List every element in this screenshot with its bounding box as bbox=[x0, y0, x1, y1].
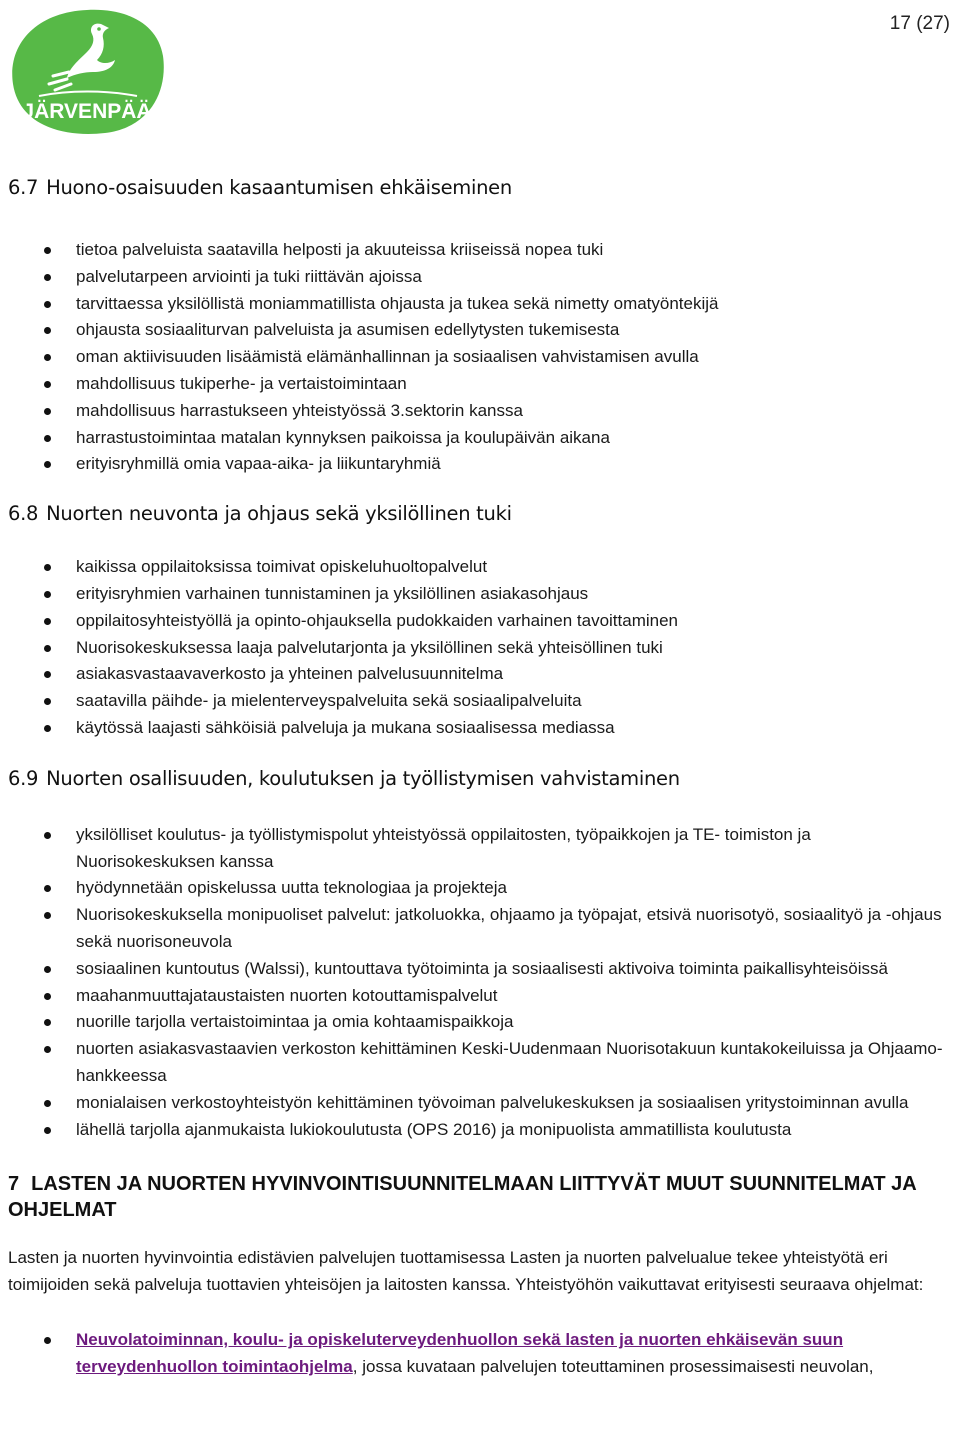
list-item bbox=[8, 1327, 954, 1381]
section-number: 6.9 bbox=[8, 766, 39, 790]
list-item: asiakasvastaavaverkosto ja yhteinen palvelusuunnitelma bbox=[8, 661, 954, 688]
list-item-text: , jossa kuvataan palvelujen toteuttaminen prosessimaisesti neuvolan, bbox=[352, 1356, 874, 1376]
list-item: ohjausta sosiaaliturvan palveluista ja asumisen edellytysten tukemisesta bbox=[8, 317, 954, 344]
section-title: Nuorten osallisuuden, koulutuksen ja työllistymisen vahvistaminen bbox=[46, 766, 680, 790]
list-item: oppilaitosyhteistyöllä ja opinto-ohjauksella pudokkaiden varhainen tavoittaminen bbox=[8, 608, 954, 635]
jarvenpaa-logo bbox=[9, 6, 166, 136]
section-title: Nuorten neuvonta ja ohjaus sekä yksilöllinen tuki bbox=[46, 502, 512, 526]
list-item: palvelutarpeen arviointi ja tuki riittävän ajoissa bbox=[8, 264, 954, 291]
list-item: Nuorisokeskuksella monipuoliset palvelut: jatkoluokka, ohjaamo ja työpajat, etsivä nuorisotyö, sosiaalityö ja -ohjaus sekä nuorisoneuvola bbox=[8, 902, 954, 956]
list-item: yksilölliset koulutus- ja työllistymispolut yhteistyössä oppilaitosten, työpaikkojen ja TE- toimiston ja Nuorisokeskuksen kanssa bbox=[8, 822, 954, 876]
intro-paragraph: Lasten ja nuorten hyvinvointia edistävien palvelujen tuottamisessa Lasten ja nuorten palvelualue tekee yhteistyötä eri toimijoiden sekä palveluja tuottavien yhteisöjen ja laitosten kanssa. Yhteistyöhön vaikuttavat erityisesti seuraava ohjelmat: bbox=[8, 1248, 924, 1295]
svg-text:JÄRVENPÄÄ: JÄRVENPÄÄ bbox=[22, 100, 152, 123]
program-link[interactable]: Neuvolatoiminnan, koulu- ja opiskeluterveydenhuollon sekä lasten ja nuorten ehkäisevän suun terveydenhuollon toimintaohjelma bbox=[76, 1329, 844, 1376]
bullet-list-6-9 bbox=[8, 822, 954, 1144]
chapter-heading-7 bbox=[8, 1171, 954, 1223]
list-item: oman aktiivisuuden lisäämistä elämänhallinnan ja sosiaalisen vahvistamisen avulla bbox=[8, 344, 954, 371]
chapter-title: LASTEN JA NUORTEN HYVINVOINTISUUNNITELMAAN LIITTYVÄT MUUT SUUNNITELMAT JA OHJELMAT bbox=[8, 1173, 916, 1222]
list-item: tarvittaessa yksilöllistä moniammatillista ohjausta ja tukea sekä nimetty omatyöntekijä bbox=[8, 291, 954, 318]
section-heading-6-9 bbox=[8, 767, 954, 790]
list-item: nuorille tarjolla vertaistoimintaa ja omia kohtaamispaikkoja bbox=[8, 1009, 954, 1036]
list-item: Nuorisokeskuksessa laaja palvelutarjonta ja yksilöllinen sekä yhteisöllinen tuki bbox=[8, 635, 954, 662]
list-item: nuorten asiakasvastaavien verkoston kehittäminen Keski-Uudenmaan Nuorisotakuun kuntakokeiluissa ja Ohjaamo-hankkeessa bbox=[8, 1036, 954, 1090]
section-heading-6-8 bbox=[8, 502, 954, 525]
list-item: harrastustoimintaa matalan kynnyksen paikoissa ja koulupäivän aikana bbox=[8, 425, 954, 452]
list-item: maahanmuuttajataustaisten nuorten kotouttamispalvelut bbox=[8, 983, 954, 1010]
bullet-list-6-8 bbox=[8, 554, 954, 742]
page-number: 17 (27) bbox=[889, 13, 950, 34]
list-item: erityisryhmillä omia vapaa-aika- ja liikuntaryhmiä bbox=[8, 451, 954, 478]
chapter-number: 7 bbox=[8, 1173, 20, 1196]
bullet-list-7 bbox=[8, 1327, 954, 1381]
list-item: mahdollisuus harrastukseen yhteistyössä 3.sektorin kanssa bbox=[8, 398, 954, 425]
list-item: käytössä laajasti sähköisiä palveluja ja mukana sosiaalisessa mediassa bbox=[8, 715, 954, 742]
section-title: Huono-osaisuuden kasaantumisen ehkäiseminen bbox=[46, 176, 512, 199]
section-number: 6.7 bbox=[8, 176, 39, 199]
list-item: lähellä tarjolla ajanmukaista lukiokoulutusta (OPS 2016) ja monipuolista ammatillista koulutusta bbox=[8, 1117, 954, 1144]
section-number: 6.8 bbox=[8, 502, 39, 526]
section-heading-6-7 bbox=[8, 176, 954, 199]
list-item: hyödynnetään opiskelussa uutta teknologiaa ja projekteja bbox=[8, 875, 954, 902]
bullet-list-6-7 bbox=[8, 237, 954, 478]
list-item: erityisryhmien varhainen tunnistaminen ja yksilöllinen asiakasohjaus bbox=[8, 581, 954, 608]
list-item: monialaisen verkostoyhteistyön kehittäminen työvoiman palvelukeskuksen ja sosiaalisen yritystoiminnan avulla bbox=[8, 1090, 954, 1117]
list-item: saatavilla päihde- ja mielenterveyspalveluita sekä sosiaalipalveluita bbox=[8, 688, 954, 715]
document-body bbox=[8, 176, 954, 1381]
list-item: mahdollisuus tukiperhe- ja vertaistoimintaan bbox=[8, 371, 954, 398]
list-item: sosiaalinen kuntoutus (Walssi), kuntouttava työtoiminta ja sosiaalisesti aktivoiva toiminta paikallisyhteisöissä bbox=[8, 956, 954, 983]
list-item: kaikissa oppilaitoksissa toimivat opiskeluhuoltopalvelut bbox=[8, 554, 954, 581]
list-item: tietoa palveluista saatavilla helposti ja akuuteissa kriiseissä nopea tuki bbox=[8, 237, 954, 264]
